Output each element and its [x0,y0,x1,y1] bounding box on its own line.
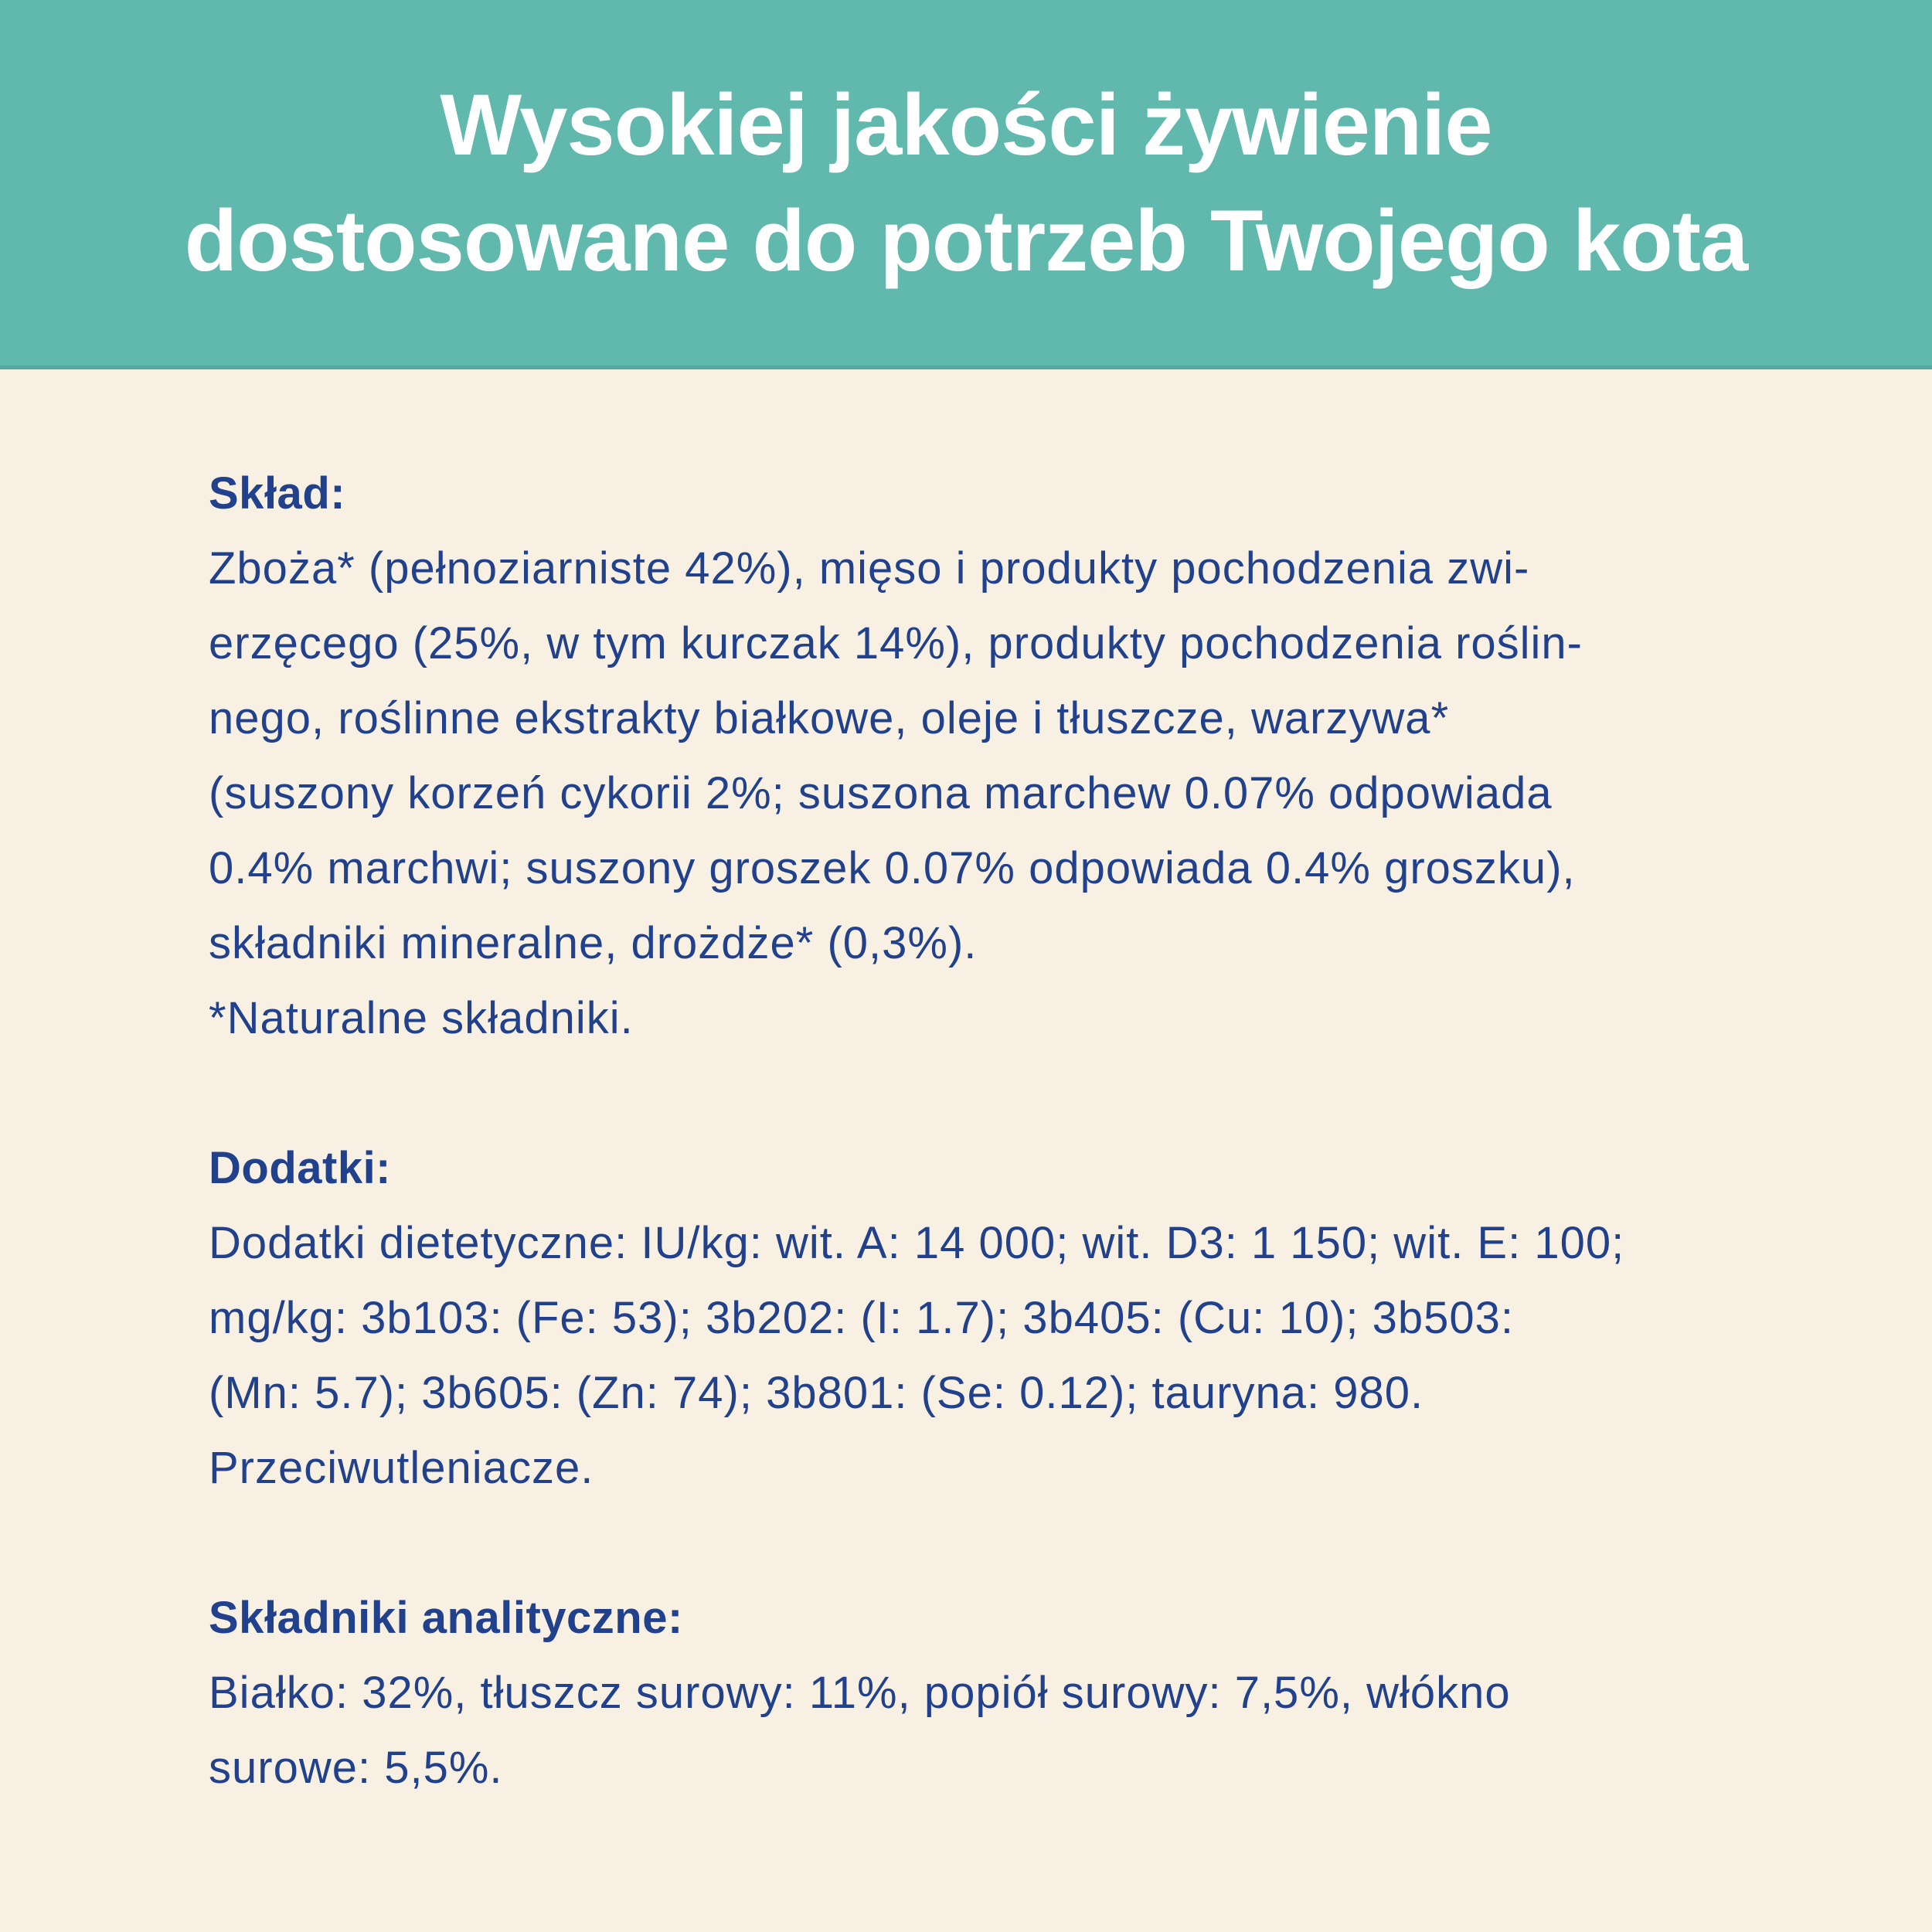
section-analytical-components [209,1580,1816,1805]
ingredients-line: nego, roślinne ekstrakty białkowe, oleje i tłuszcze, warzywa* [209,693,1450,743]
ingredients-heading: Skład: [209,468,346,519]
title-line-2: dostosowane do potrzeb Twojego kota [184,192,1748,289]
section-ingredients [209,456,1816,1056]
additives-line: (Mn: 5.7); 3b605: (Zn: 74); 3b801: (Se: 0.12); tauryna: 980. [209,1368,1424,1418]
analytical-heading: Składniki analityczne: [209,1593,683,1643]
analytical-line: surowe: 5,5%. [209,1743,503,1793]
additives-line: mg/kg: 3b103: (Fe: 53); 3b202: (I: 1.7); 3b405: (Cu: 10); 3b503: [209,1293,1514,1343]
ingredients-line: Zboża* (pełnoziarniste 42%), mięso i produkty pochodzenia zwi- [209,543,1530,594]
additives-line: Przeciwutleniacze. [209,1443,594,1493]
ingredients-line: 0.4% marchwi; suszony groszek 0.07% odpowiada 0.4% groszku), [209,843,1576,893]
ingredients-line: (suszony korzeń cykorii 2%; suszona marchew 0.07% odpowiada [209,768,1553,818]
title-line-1: Wysokiej jakości żywienie [440,76,1492,173]
analytical-line: Białko: 32%, tłuszcz surowy: 11%, popiół surowy: 7,5%, włókno [209,1668,1511,1718]
ingredients-line: składniki mineralne, drożdże* (0,3%). [209,918,978,968]
header-banner [0,0,1932,369]
ingredients-footnote: *Naturalne składniki. [209,993,634,1043]
section-additives [209,1131,1816,1505]
poster-title [185,67,1748,299]
nutrition-info [0,369,1932,1805]
ingredients-line: erzęcego (25%, w tym kurczak 14%), produkty pochodzenia roślin- [209,618,1583,668]
additives-line: Dodatki dietetyczne: IU/kg: wit. A: 14 000; wit. D3: 1 150; wit. E: 100; [209,1218,1625,1268]
additives-heading: Dodatki: [209,1143,391,1193]
